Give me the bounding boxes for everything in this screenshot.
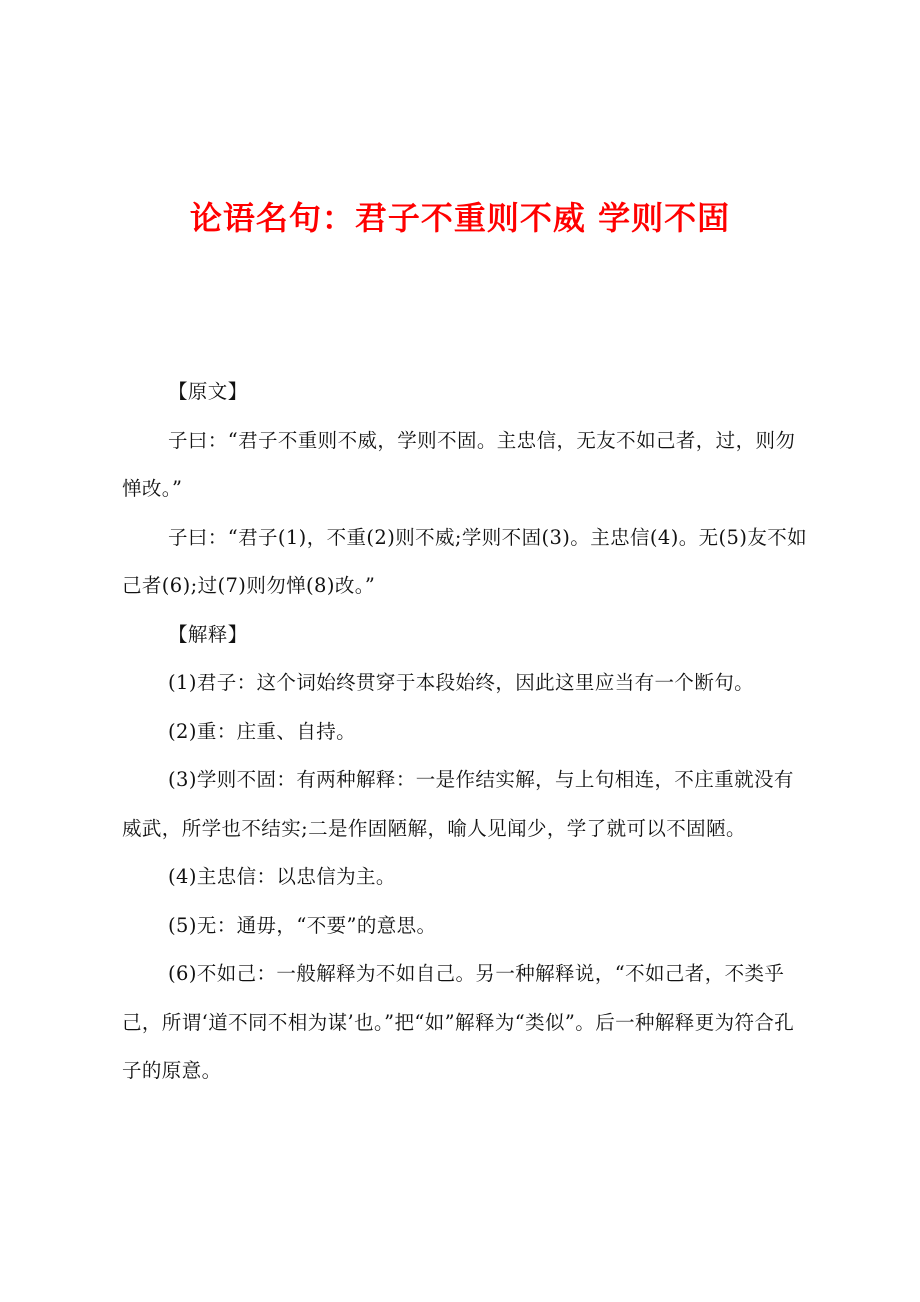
note-5: (5)无：通毋，“不要”的意思。 — [168, 913, 437, 937]
note-1: (1)君子：这个词始终贯穿于本段始终，因此这里应当有一个断句。 — [168, 671, 755, 694]
section-heading-explanation: 【解释】 — [168, 622, 248, 646]
note-4: (4)主忠信：以忠信为主。 — [168, 865, 396, 888]
note-3: (3)学则不固：有两种解释：一是作结实解，与上句相连，不庄重就没有威武，所学也不结实;二是作固陋解，喻人见闻少，学了就可以不固陋。 — [122, 768, 794, 840]
note-6: (6)不如己：一般解释为不如自己。另一种解释说，“不如己者，不类乎己，所谓‘道不同不相为谋’也。”把“如”解释为“类似”。后一种解释更为符合孔子的原意。 — [122, 962, 795, 1082]
document-body — [122, 368, 808, 1096]
section-heading-original-text: 【原文】 — [168, 380, 248, 403]
note-2: (2)重：庄重、自持。 — [168, 719, 357, 743]
paragraph-annotated-quote: 子曰：“君子(1)，不重(2)则不威;学则不固(3)。主忠信(4)。无(5)友不如己者(6);过(7)则勿惮(8)改。” — [122, 525, 808, 597]
document-title: 论语名句：君子不重则不威 学则不固 — [189, 199, 731, 237]
paragraph-original-quote: 子曰：“君子不重则不威，学则不固。主忠信，无友不如己者，过，则勿惮改。” — [122, 428, 796, 500]
